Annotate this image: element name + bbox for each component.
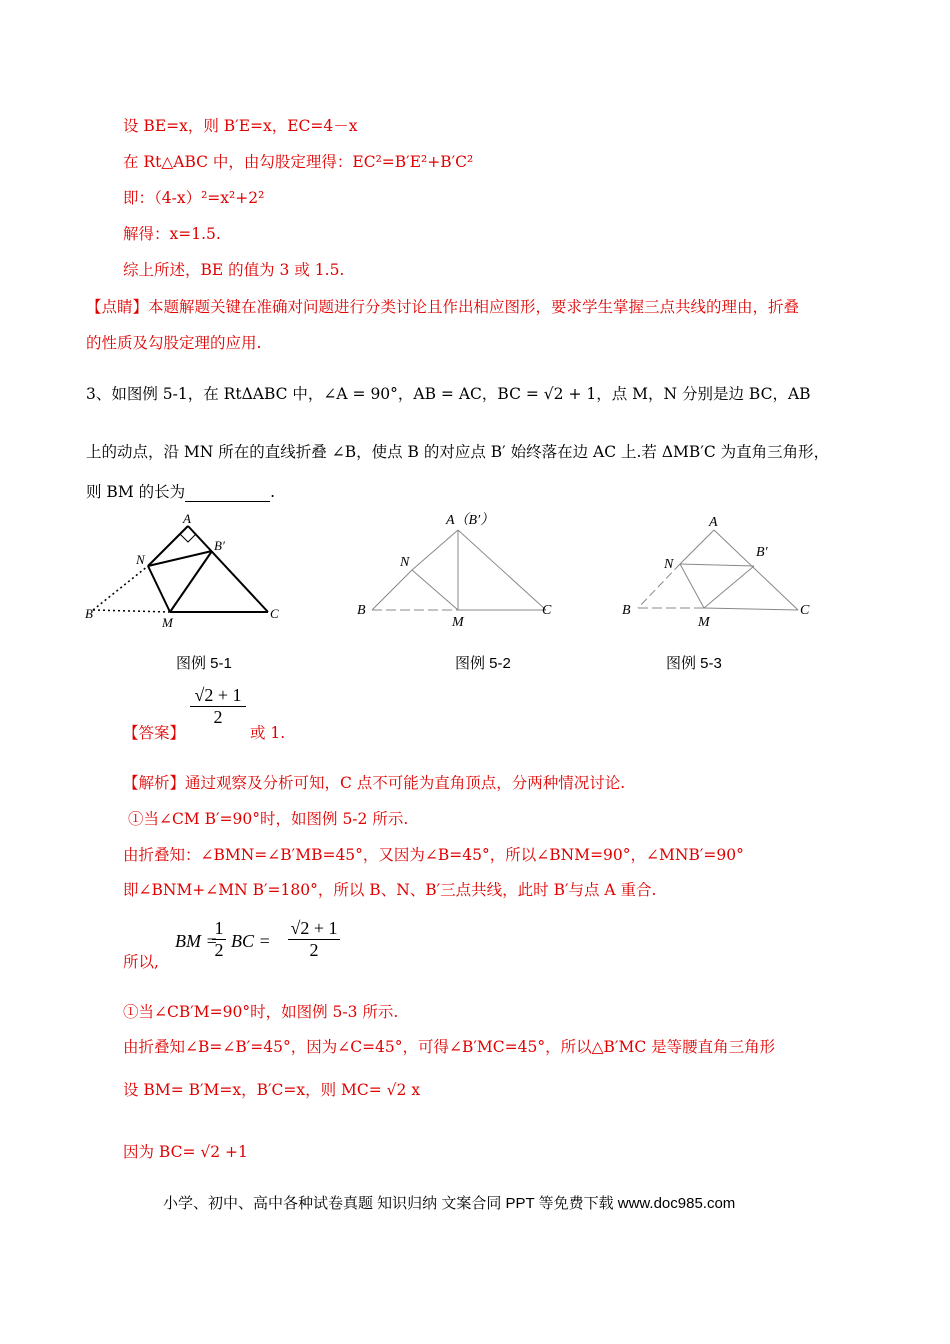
analysis-tag: 【解析】	[123, 774, 186, 792]
figure-5-2	[350, 508, 570, 633]
solution-line-3: 即：（4-x）²=x²+2²	[123, 189, 265, 207]
fig1-label-bprime: B′	[214, 538, 225, 553]
eq-half-den: 2	[212, 939, 226, 961]
eq-frac-num: √2 + 1	[290, 918, 338, 938]
solution-line-4: 解得：x=1.5.	[123, 225, 221, 243]
answer-suffix: 或 1.	[250, 724, 286, 742]
problem-line-3-text: 则 BM 的长为	[86, 483, 186, 501]
comment-line-1	[86, 297, 799, 317]
eq-bc: BC =	[231, 931, 271, 951]
case1-title: ①当∠CM B′=90°时，如图例 5-2 所示.	[128, 810, 409, 828]
problem-line-3-end: .	[270, 483, 276, 501]
eq-fraction	[288, 918, 340, 961]
so-label: 所以,	[123, 953, 159, 971]
figure-5-3	[618, 508, 828, 633]
answer-fraction	[190, 685, 246, 728]
case1-line-1: 由折叠知：∠BMN=∠B′MB=45°，又因为∠B=45°，所以∠BNM=90°，∠MNB′=90°	[123, 846, 744, 864]
problem-line-3	[86, 482, 275, 502]
fig3-label-n: N	[664, 557, 674, 572]
eq-frac-den: 2	[288, 939, 340, 961]
fig1-label-a: A	[183, 511, 191, 526]
answer-tag: 【答案】	[123, 724, 186, 742]
answer-frac-num: √2 + 1	[194, 685, 242, 705]
case2-title: ①当∠CB′M=90°时，如图例 5-3 所示.	[123, 1003, 399, 1021]
eq-bm: BM =	[175, 931, 218, 951]
solution-line-1: 设 BE=x，则 B′E=x，EC=4－x	[123, 117, 358, 135]
case2-line-1: 由折叠知∠B=∠B′=45°，因为∠C=45°，可得∠B′MC=45°，所以△B′MC 是等腰直角三角形	[123, 1038, 776, 1056]
solution-line-5: 综上所述，BE 的值为 3 或 1.5.	[123, 261, 345, 279]
analysis-intro-line	[123, 773, 625, 793]
analysis-intro: 通过观察及分析可知，C 点不可能为直角顶点，分两种情况讨论.	[185, 774, 626, 792]
fig3-caption: 图例 5-3	[666, 655, 722, 672]
fig2-label-b: B	[357, 603, 366, 618]
case1-line-2: 即∠BNM+∠MN B′=180°，所以 B、N、B′三点共线，此时 B′与点 A 重合.	[123, 881, 657, 899]
fig1-label-m: M	[162, 615, 173, 630]
solution-line-2: 在 Rt△ABC 中，由勾股定理得：EC²=B′E²+B′C²	[123, 153, 474, 171]
fig2-label-a: A（B′）	[446, 513, 495, 528]
case2-line-2: 设 BM= B′M=x，B′C=x，则 MC= √2 x	[123, 1081, 421, 1099]
fig1-label-b: B	[85, 606, 93, 621]
problem-line-2: 上的动点，沿 MN 所在的直线折叠 ∠B，使点 B 的对应点 B′ 始终落在边 AC 上.若 ΔMB′C 为直角三角形，	[86, 443, 830, 461]
eq-half-num: 1	[214, 918, 224, 938]
fig3-label-b: B	[622, 603, 631, 618]
fig1-label-n: N	[136, 552, 145, 567]
figure-5-1	[80, 510, 290, 635]
fig2-label-n: N	[400, 555, 410, 570]
fig3-label-a: A	[709, 515, 718, 530]
fig2-label-c: C	[542, 603, 552, 618]
case2-line-3: 因为 BC= √2 +1	[123, 1143, 248, 1161]
page-footer: 小学、初中、高中各种试卷真题 知识归纳 文案合同 PPT 等免费下载 www.doc985.com	[163, 1195, 736, 1212]
comment-line-2: 的性质及勾股定理的应用.	[86, 334, 262, 352]
fig3-label-m: M	[698, 615, 710, 630]
problem-line-1: 3、如图例 5-1，在 RtΔABC 中，∠A = 90°，AB = AC，BC = √2 + 1，点 M，N 分别是边 BC，AB	[86, 385, 811, 403]
answer-blank	[185, 485, 270, 502]
comment-tag: 【点睛】	[86, 298, 149, 316]
fig1-caption: 图例 5-1	[176, 655, 232, 672]
fig2-caption: 图例 5-2	[455, 655, 511, 672]
eq-half	[212, 918, 226, 961]
fig3-label-c: C	[800, 603, 810, 618]
answer-frac-den: 2	[190, 706, 246, 728]
fig3-label-bprime: B′	[756, 545, 768, 560]
fig2-label-m: M	[452, 615, 464, 630]
comment-text-1: 本题解题关键在准确对问题进行分类讨论且作出相应图形，要求学生掌握三点共线的理由，折叠	[148, 298, 800, 316]
fig1-label-c: C	[270, 606, 279, 621]
